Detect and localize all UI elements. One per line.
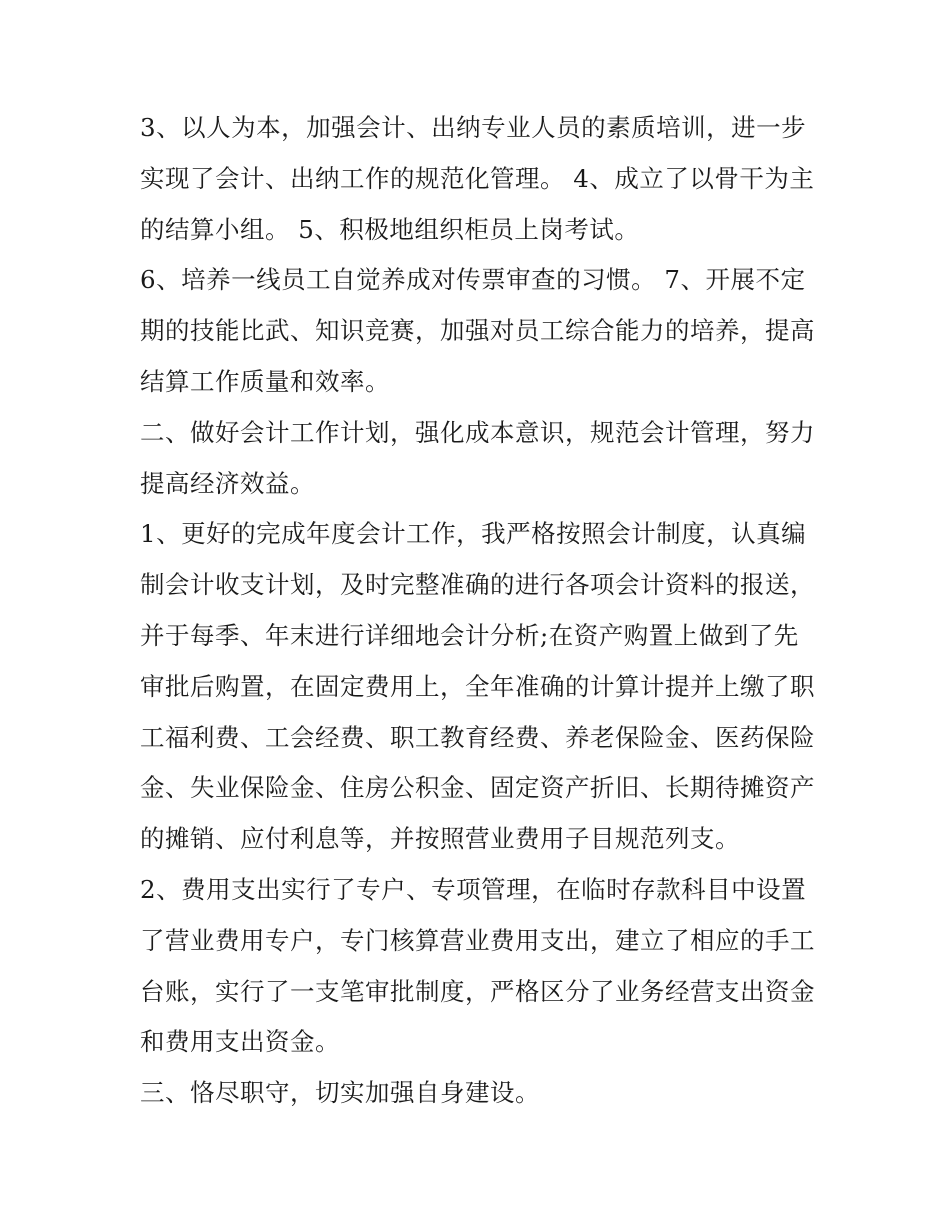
text-line: 制会计收支计划，及时完整准确的进行各项会计资料的报送， — [140, 570, 815, 600]
section-heading-three — [140, 1068, 820, 1119]
text-line: 1、更好的完成年度会计工作，我严格按照会计制度，认真编 — [140, 519, 807, 549]
text-line: 2、费用支出实行了专户、专项管理，在临时存款科目中设置 — [140, 874, 807, 904]
section-heading-two — [140, 408, 820, 510]
text-line: 金、失业保险金、住房公积金、固定资产折旧、长期待摊资产 — [140, 773, 815, 803]
text-line: 实现了会计、出纳工作的规范化管理。 4、成立了以骨干为主 — [140, 163, 815, 193]
text-line: 三、恪尽职守，切实加强自身建设。 — [140, 1078, 540, 1108]
text-line: 二、做好会计工作计划，强化成本意识，规范会计管理，努力 — [140, 417, 815, 447]
text-line: 的摊销、应付利息等，并按照营业费用子目规范列支。 — [140, 824, 740, 854]
text-line: 工福利费、工会经费、职工教育经费、养老保险金、医药保险 — [140, 722, 815, 752]
text-line: 台账，实行了一支笔审批制度，严格区分了业务经营支出资金 — [140, 976, 815, 1006]
text-line: 结算工作质量和效率。 — [140, 366, 390, 396]
text-line: 期的技能比武、知识竞赛，加强对员工综合能力的培养，提高 — [140, 316, 815, 346]
text-line: 6、培养一线员工自觉养成对传票审查的习惯。 7、开展不定 — [140, 265, 806, 295]
paragraph-habits — [140, 255, 820, 407]
paragraph-expense-management — [140, 865, 820, 1068]
text-line: 的结算小组。 5、积极地组织柜员上岗考试。 — [140, 214, 640, 244]
text-line: 3、以人为本，加强会计、出纳专业人员的素质培训，进一步 — [140, 113, 807, 142]
text-line: 审批后购置，在固定费用上，全年准确的计算计提并上缴了职 — [140, 671, 815, 701]
document-body — [140, 103, 820, 1119]
text-line: 并于每季、年末进行详细地会计分析;在资产购置上做到了先 — [140, 620, 799, 650]
paragraph-annual-work — [140, 509, 820, 865]
paragraph-training — [140, 103, 820, 255]
text-line: 了营业费用专户，专门核算营业费用支出，建立了相应的手工 — [140, 925, 815, 955]
text-line: 和费用支出资金。 — [140, 1027, 340, 1057]
text-line: 提高经济效益。 — [140, 468, 315, 498]
